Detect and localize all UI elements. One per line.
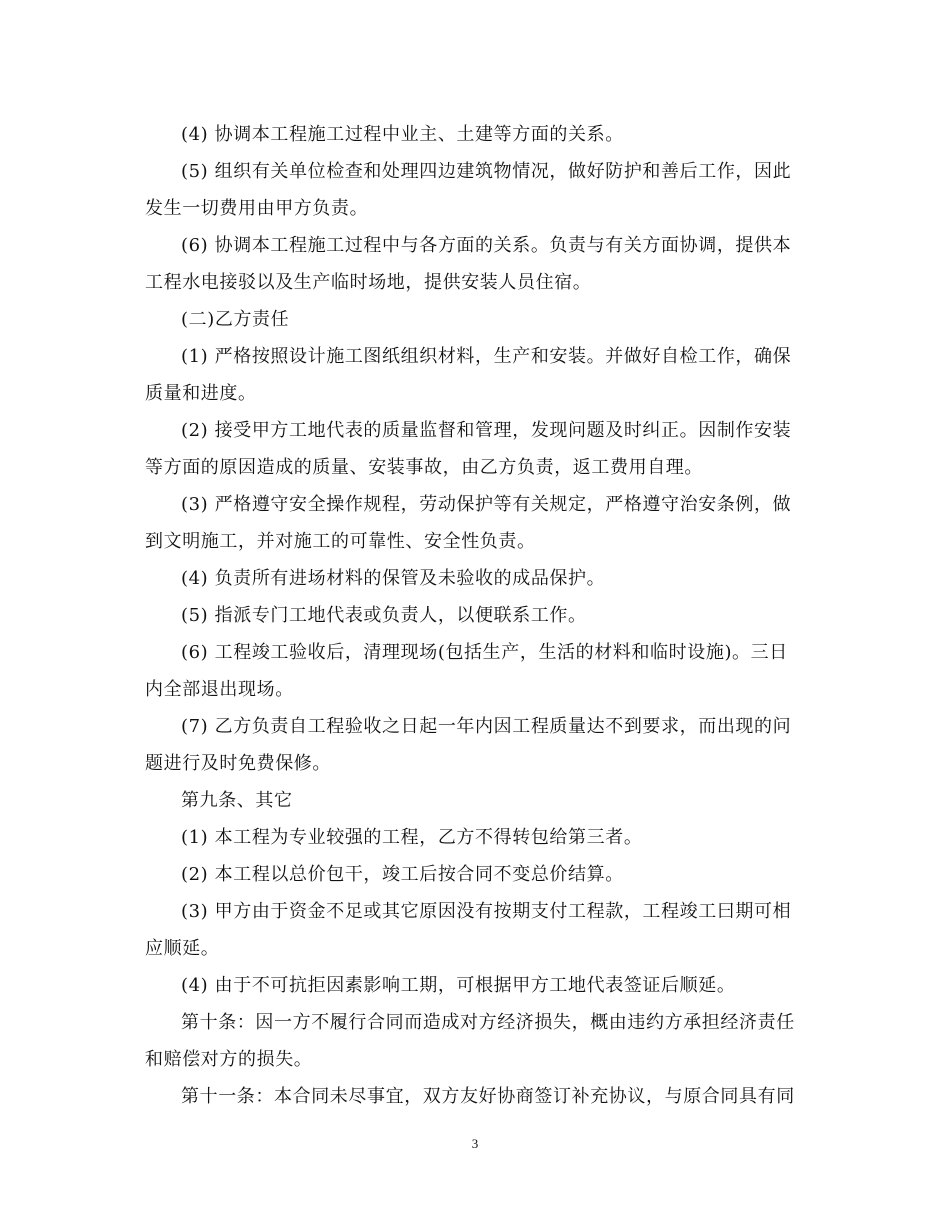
paragraph: (3) 甲方由于资金不足或其它原因没有按期支付工程款，工程竣工曰期可相应顺延。	[145, 901, 792, 959]
page-number: 3	[471, 1136, 479, 1151]
document-body	[145, 116, 805, 1115]
paragraph: (4) 负责所有进场材料的保管及未验收的成品保护。	[181, 568, 606, 589]
paragraph: (6) 协调本工程施工过程中与各方面的关系。负责与有关方面协调，提供本工程水电接驳以及生产临时场地，提供安装人员住宿。	[145, 235, 792, 293]
section-heading: 第九条、其它	[181, 790, 293, 811]
paragraph: (6) 工程竣工验收后，清理现场(包括生产，生活的材料和临时设施)。三日内全部退出现场。	[145, 642, 788, 700]
section-heading: (二)乙方责任	[181, 309, 290, 330]
paragraph: (5) 指派专门工地代表或负责人，以便联系工作。	[181, 605, 587, 626]
paragraph: (2) 接受甲方工地代表的质量监督和管理，发现问题及时纠正。因制作安装等方面的原因造成的质量、安装事故，由乙方负责，返工费用自理。	[145, 420, 792, 478]
paragraph: (1) 本工程为专业较强的工程，乙方不得转包给第三者。	[181, 827, 643, 848]
paragraph: (5) 组织有关单位检查和处理四边建筑物情况，做好防护和善后工作，因此发生一切费用由甲方负责。	[145, 161, 792, 219]
paragraph: (1) 严格按照设计施工图纸组织材料，生产和安装。并做好自检工作，确保质量和进度。	[145, 346, 792, 404]
paragraph: 第十条：因一方不履行合同而造成对方经济损失，概由违约方承担经济责任和赔偿对方的损失。	[145, 1012, 795, 1070]
paragraph: (7) 乙方负责自工程验收之日起一年内因工程质量达不到要求，而出现的问题进行及时免费保修。	[145, 716, 792, 774]
paragraph: (2) 本工程以总价包干，竣工后按合同不变总价结算。	[181, 864, 624, 885]
paragraph: (4) 协调本工程施工过程中业主、土建等方面的关系。	[181, 124, 624, 145]
paragraph: (3) 严格遵守安全操作规程，劳动保护等有关规定，严格遵守治安条例，做到文明施工，并对施工的可靠性、安全性负责。	[145, 494, 792, 552]
paragraph: 第十一条：本合同未尽事宜，双方友好协商签订补充协议，与原合同具有同	[181, 1086, 795, 1107]
paragraph: (4) 由于不可抗拒因素影响工期，可根据甲方工地代表签证后顺延。	[181, 975, 736, 996]
